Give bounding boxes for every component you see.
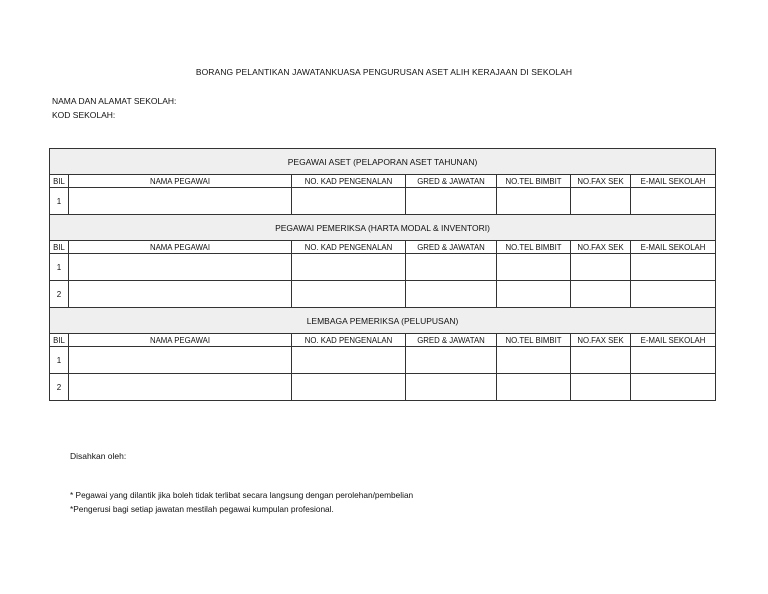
tel-bimbit-cell[interactable]	[497, 188, 571, 215]
committee-table	[49, 148, 716, 401]
col-bil: BIL	[50, 175, 69, 188]
nama-pegawai-cell[interactable]	[69, 347, 292, 374]
col-fax-sek: NO.FAX SEK	[571, 241, 631, 254]
row-number: 1	[50, 188, 69, 215]
email-sekolah-cell[interactable]	[631, 188, 716, 215]
table-row	[50, 188, 716, 215]
fax-sek-cell[interactable]	[571, 254, 631, 281]
row-number: 1	[50, 347, 69, 374]
col-fax-sek: NO.FAX SEK	[571, 175, 631, 188]
email-sekolah-cell[interactable]	[631, 347, 716, 374]
col-tel-bimbit: NO.TEL BIMBIT	[497, 334, 571, 347]
table-row	[50, 281, 716, 308]
col-nama-pegawai: NAMA PEGAWAI	[69, 241, 292, 254]
col-gred-jawatan: GRED & JAWATAN	[406, 175, 497, 188]
kad-pengenalan-cell[interactable]	[292, 281, 406, 308]
form-title: BORANG PELANTIKAN JAWATANKUASA PENGURUSAN ASET ALIH KERAJAAN DI SEKOLAH	[195, 67, 573, 77]
gred-jawatan-cell[interactable]	[406, 374, 497, 401]
col-kad-pengenalan: NO. KAD PENGENALAN	[292, 334, 406, 347]
fax-sek-cell[interactable]	[571, 281, 631, 308]
row-number: 2	[50, 374, 69, 401]
school-code-label: KOD SEKOLAH:	[52, 110, 116, 120]
kad-pengenalan-cell[interactable]	[292, 254, 406, 281]
column-header-row	[50, 175, 716, 188]
tel-bimbit-cell[interactable]	[497, 374, 571, 401]
nama-pegawai-cell[interactable]	[69, 254, 292, 281]
col-nama-pegawai: NAMA PEGAWAI	[69, 175, 292, 188]
column-header-row	[50, 334, 716, 347]
email-sekolah-cell[interactable]	[631, 281, 716, 308]
col-tel-bimbit: NO.TEL BIMBIT	[497, 175, 571, 188]
section-header-row	[50, 308, 716, 334]
col-fax-sek: NO.FAX SEK	[571, 334, 631, 347]
gred-jawatan-cell[interactable]	[406, 188, 497, 215]
section-header-row	[50, 215, 716, 241]
column-header-row	[50, 241, 716, 254]
note-1: * Pegawai yang dilantik jika boleh tidak terlibat secara langsung dengan perolehan/pembelian	[70, 490, 414, 500]
tel-bimbit-cell[interactable]	[497, 254, 571, 281]
kad-pengenalan-cell[interactable]	[292, 374, 406, 401]
section-title: PEGAWAI PEMERIKSA (HARTA MODAL & INVENTORI)	[50, 215, 716, 241]
email-sekolah-cell[interactable]	[631, 374, 716, 401]
col-gred-jawatan: GRED & JAWATAN	[406, 334, 497, 347]
nama-pegawai-cell[interactable]	[69, 188, 292, 215]
kad-pengenalan-cell[interactable]	[292, 347, 406, 374]
fax-sek-cell[interactable]	[571, 188, 631, 215]
gred-jawatan-cell[interactable]	[406, 347, 497, 374]
section-title: PEGAWAI ASET (PELAPORAN ASET TAHUNAN)	[50, 149, 716, 175]
col-kad-pengenalan: NO. KAD PENGENALAN	[292, 241, 406, 254]
table-row	[50, 347, 716, 374]
col-nama-pegawai: NAMA PEGAWAI	[69, 334, 292, 347]
school-name-label: NAMA DAN ALAMAT SEKOLAH:	[52, 96, 177, 106]
row-number: 1	[50, 254, 69, 281]
col-kad-pengenalan: NO. KAD PENGENALAN	[292, 175, 406, 188]
nama-pegawai-cell[interactable]	[69, 281, 292, 308]
gred-jawatan-cell[interactable]	[406, 254, 497, 281]
section-title: LEMBAGA PEMERIKSA (PELUPUSAN)	[50, 308, 716, 334]
email-sekolah-cell[interactable]	[631, 254, 716, 281]
note-2: *Pengerusi bagi setiap jawatan mestilah pegawai kumpulan profesional.	[70, 504, 334, 514]
tel-bimbit-cell[interactable]	[497, 281, 571, 308]
table-row	[50, 374, 716, 401]
fax-sek-cell[interactable]	[571, 374, 631, 401]
col-bil: BIL	[50, 334, 69, 347]
section-header-row	[50, 149, 716, 175]
col-email-sekolah: E-MAIL SEKOLAH	[631, 241, 716, 254]
col-tel-bimbit: NO.TEL BIMBIT	[497, 241, 571, 254]
nama-pegawai-cell[interactable]	[69, 374, 292, 401]
col-gred-jawatan: GRED & JAWATAN	[406, 241, 497, 254]
col-email-sekolah: E-MAIL SEKOLAH	[631, 334, 716, 347]
col-bil: BIL	[50, 241, 69, 254]
col-email-sekolah: E-MAIL SEKOLAH	[631, 175, 716, 188]
row-number: 2	[50, 281, 69, 308]
tel-bimbit-cell[interactable]	[497, 347, 571, 374]
fax-sek-cell[interactable]	[571, 347, 631, 374]
gred-jawatan-cell[interactable]	[406, 281, 497, 308]
table-row	[50, 254, 716, 281]
approved-by-label: Disahkan oleh:	[70, 451, 127, 461]
kad-pengenalan-cell[interactable]	[292, 188, 406, 215]
